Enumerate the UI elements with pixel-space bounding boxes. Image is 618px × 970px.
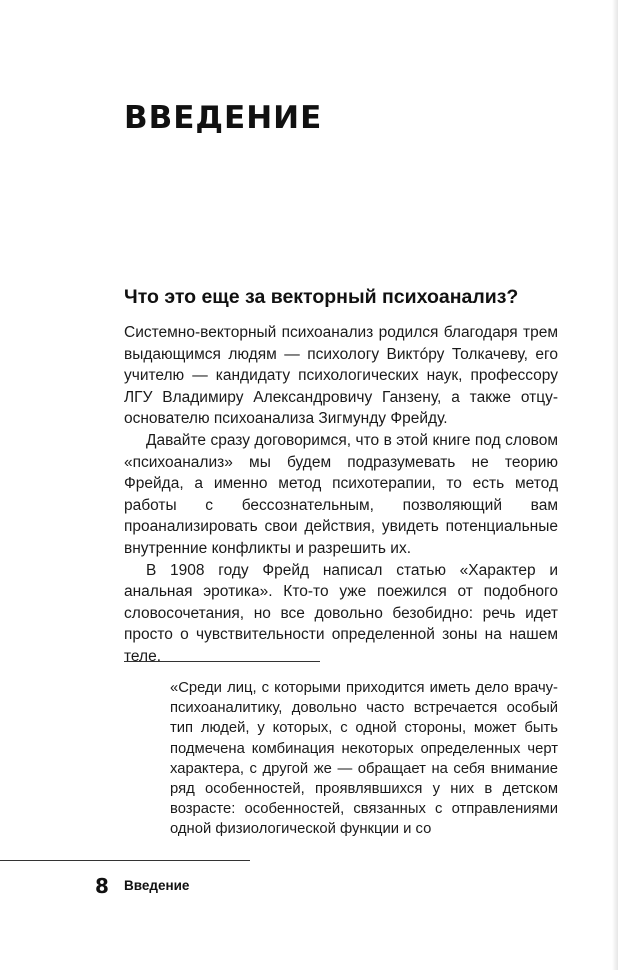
- section-heading: Что это еще за векторный психоанализ?: [124, 286, 519, 308]
- block-quote: «Среди лиц, с которыми приходится иметь дело врачу-психоаналитику, довольно часто встречается особый тип людей, у которых, с одной стороны, может быть подмечена комбинация некоторых определенных черт характера, с другой же — обращает на себя внимание ряд особенностей, проявлявшихся у них в детском возрасте: особенностей, связанных с отправлениями одной физиологической функции и со: [170, 680, 558, 838]
- page-number: 8: [95, 874, 109, 898]
- chapter-title: ВВЕДЕНИЕ: [124, 100, 323, 136]
- body-text: [124, 322, 558, 668]
- paragraph: Давайте сразу договоримся, что в этой книге под словом «психоанализ» мы будем подразумевать не теорию Фрейда, а именно метод психотерапии, то есть метод работы с бессознательным, позволяющий вам проанализировать свои действия, увидеть потенциальные внутренние конфликты и разрешить их.: [124, 431, 558, 557]
- page-edge-shadow: [612, 0, 618, 970]
- running-head: Введение: [124, 878, 190, 893]
- paragraph: В 1908 году Фрейд написал статью «Характер и анальная эротика». Кто-то уже поежился от подобного словосочетания, но все довольно безобидно: речь идет просто о чувствительности определенной зоны на нашем теле.: [124, 561, 558, 665]
- paragraph: Системно-векторный психоанализ родился благодаря трем выдающимся людям — психологу Виктóру Толкачеву, его учителю — кандидату психологических наук, профессору ЛГУ Владимиру Александровичу Ганзену, а также отцу-основателю психоанализа Зигмунду Фрейду.: [124, 324, 558, 428]
- footer-rule: [0, 860, 250, 861]
- quote-divider: [124, 661, 320, 662]
